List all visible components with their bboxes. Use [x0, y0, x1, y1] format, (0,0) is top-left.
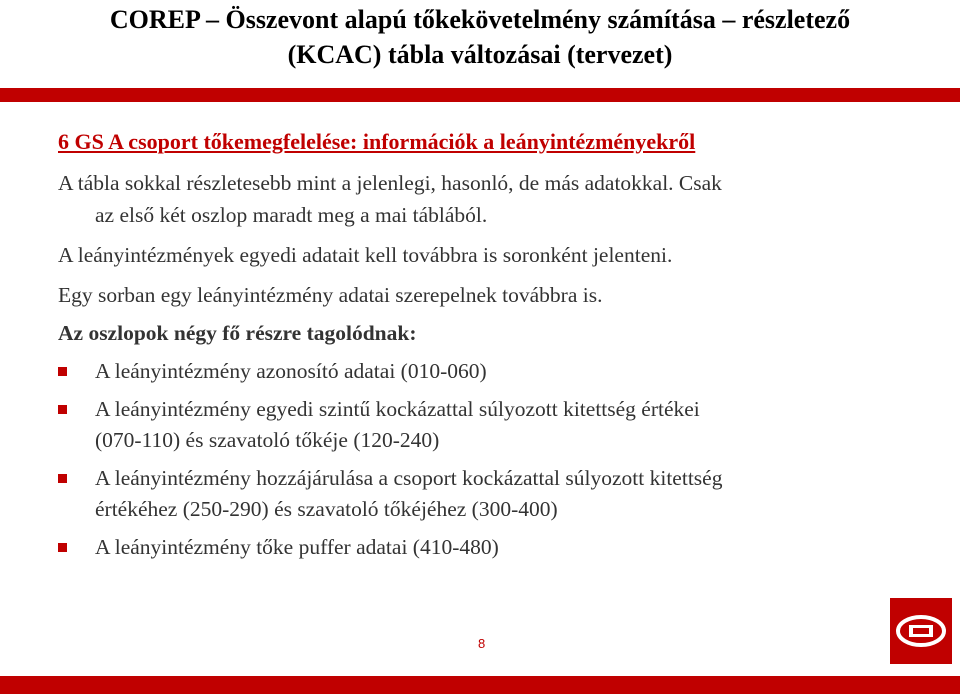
list-item-text: A leányintézmény egyedi szintű kockázattal súlyozott kitettség értékei [95, 397, 700, 421]
list-item-text: A leányintézmény hozzájárulása a csoport kockázattal súlyozott kitettség [95, 466, 723, 490]
list-item-text: A leányintézmény azonosító adatai (010-060) [95, 359, 487, 383]
list-intro: Az oszlopok négy fő részre tagolódnak: [58, 321, 417, 345]
paragraph-line: az első két oszlop maradt meg a mai táblából. [95, 203, 488, 227]
paragraph-line: A leányintézmények egyedi adatait kell továbbra is soronként jelenteni. [58, 243, 673, 267]
paragraph-line: Egy sorban egy leányintézmény adatai szerepelnek továbbra is. [58, 283, 603, 307]
list-item-text: A leányintézmény tőke puffer adatai (410-480) [95, 535, 499, 559]
slide-title-line-2: (KCAC) tábla változásai (tervezet) [287, 40, 673, 69]
bullet-square-icon [58, 474, 67, 483]
footer-band [0, 676, 960, 694]
page-number: 8 [478, 636, 486, 651]
list-item-text-continued: (070-110) és szavatoló tőkéje (120-240) [95, 428, 440, 452]
section-heading: 6 GS A csoport tőkemegfelelése: információk a leányintézményekről [58, 129, 696, 154]
bullet-square-icon [58, 543, 67, 552]
paragraph-line: A tábla sokkal részletesebb mint a jelenlegi, hasonló, de más adatokkal. Csak [58, 171, 722, 195]
bullet-square-icon [58, 367, 67, 376]
mnb-logo-icon [890, 598, 952, 664]
list-item-text-continued: értékéhez (250-290) és szavatoló tőkéjéhez (300-400) [95, 497, 558, 521]
logo [890, 598, 952, 664]
slide-title-line-1: COREP – Összevont alapú tőkekövetelmény számítása – részletező [109, 5, 851, 34]
bullet-square-icon [58, 405, 67, 414]
